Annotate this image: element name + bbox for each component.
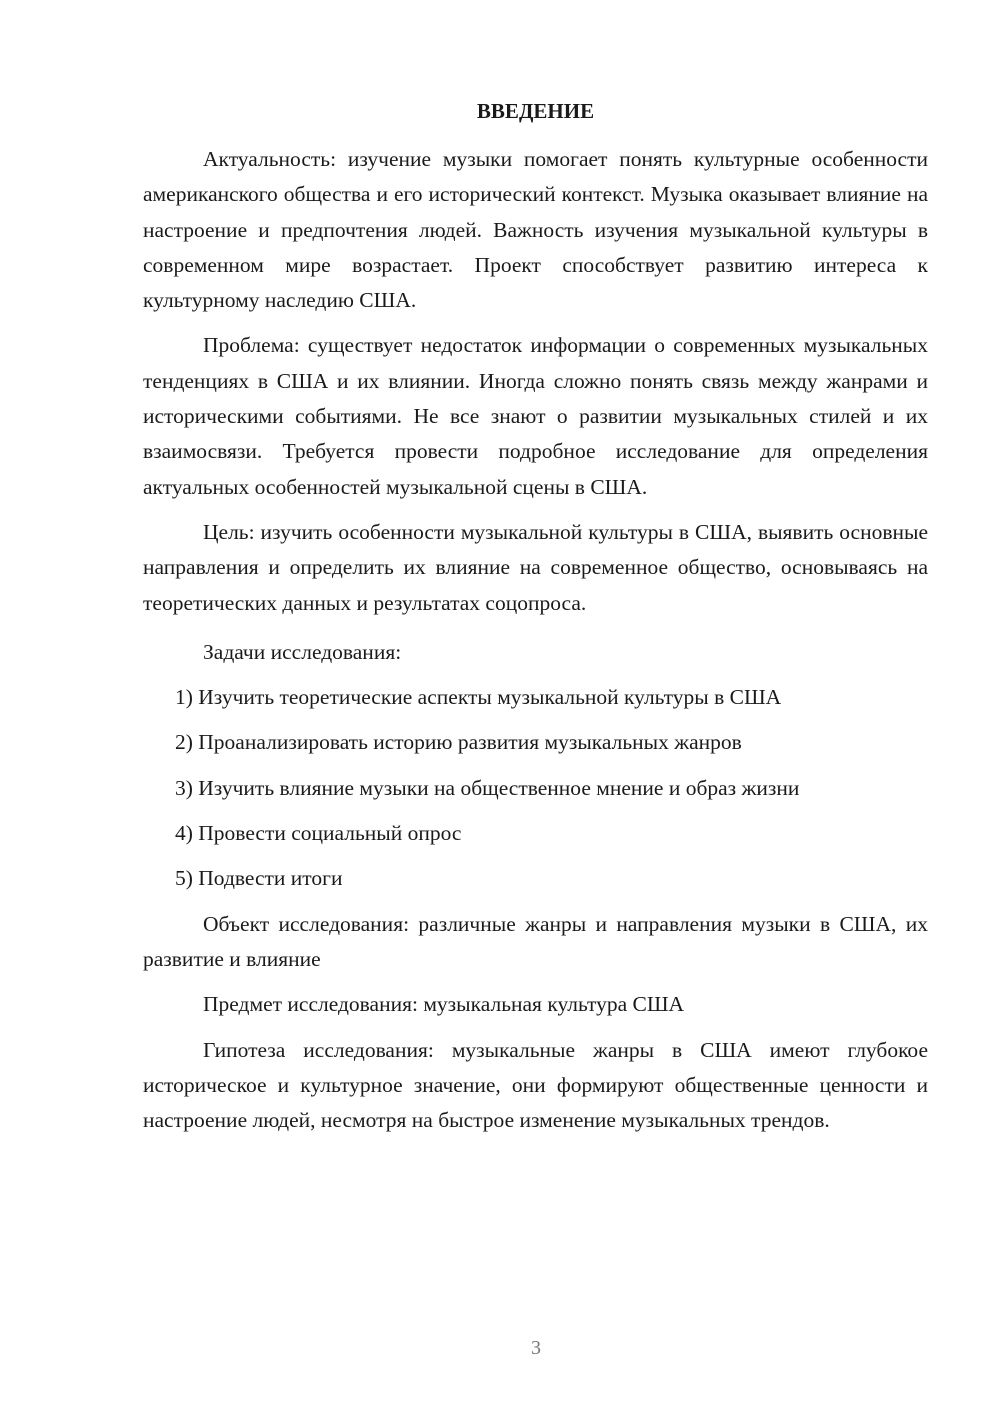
list-item: 4) Провести социальный опрос xyxy=(175,821,462,846)
paragraph-subject: Предмет исследования: музыкальная культура США xyxy=(203,992,685,1017)
list-item: 2) Проанализировать историю развития музыкальных жанров xyxy=(175,730,742,755)
document-body xyxy=(143,142,928,1138)
page-title: ВВЕДЕНИЕ xyxy=(476,99,595,123)
paragraph-goal: Цель: изучить особенности музыкальной культуры в США, выявить основные направления и определить их влияние на современное общество, основываясь на теоретических данных и результатах соцопроса. xyxy=(143,519,928,615)
paragraph-hypothesis: Гипотеза исследования: музыкальные жанры в США имеют глубокое историческое и культурное значение, они формируют общественные ценности и настроение людей, несмотря на быстрое изменение музыкальных трендов. xyxy=(143,1037,928,1133)
tasks-list xyxy=(143,680,928,896)
list-item: 5) Подвести итоги xyxy=(175,866,343,891)
tasks-heading: Задачи исследования: xyxy=(203,639,402,664)
paragraph-object: Объект исследования: различные жанры и направления музыки в США, их развитие и влияние xyxy=(143,911,928,971)
page-number: 3 xyxy=(531,1337,541,1359)
list-item: 1) Изучить теоретические аспекты музыкальной культуры в США xyxy=(175,685,782,710)
list-item: 3) Изучить влияние музыки на общественное мнение и образ жизни xyxy=(175,775,800,800)
paragraph-relevance: Актуальность: изучение музыки помогает понять культурные особенности американского общества и его исторический контекст. Музыка оказывает влияние на настроение и предпочтения людей. Важность изучения музыкальной культуры в современном мире возрастает. Проект способствует развитию интереса к культурному наследию США. xyxy=(143,147,928,313)
paragraph-problem: Проблема: существует недостаток информации о современных музыкальных тенденциях в США и их влиянии. Иногда сложно понять связь между жанрами и историческими событиями. Не все знают о развитии музыкальных стилей и их взаимосвязи. Требуется провести подробное исследование для определения актуальных особенностей музыкальной сцены в США. xyxy=(143,333,928,499)
